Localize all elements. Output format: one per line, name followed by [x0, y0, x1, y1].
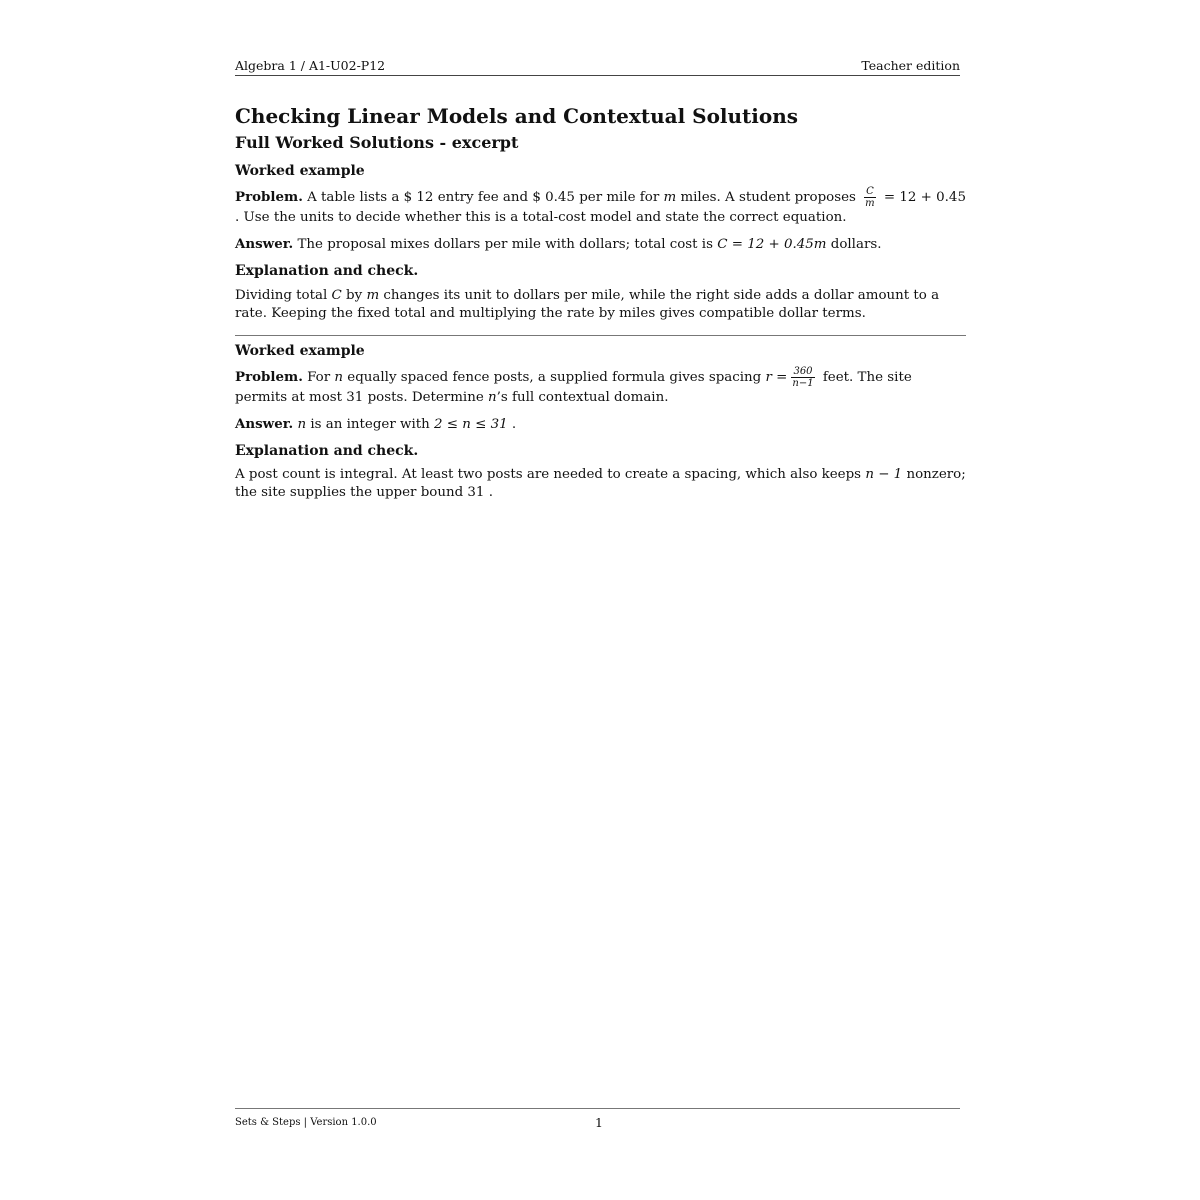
- problem-text: ’s full contextual domain.: [496, 389, 669, 405]
- fraction: [791, 366, 814, 389]
- problem-label: Problem.: [235, 189, 303, 206]
- fraction-denominator: m: [865, 198, 875, 210]
- fraction: [864, 186, 875, 209]
- problem-text: feet. The site permits at most 31 posts. Determine: [235, 369, 912, 405]
- math-variable: n: [334, 369, 344, 385]
- math-variable: n: [488, 389, 497, 405]
- explanation-text: nonzero; the site supplies the upper bound 31 .: [235, 466, 966, 500]
- math-variable: m: [366, 287, 380, 303]
- explanation-paragraph: [235, 466, 966, 502]
- explanation-heading: Explanation and check.: [235, 442, 419, 459]
- fraction-numerator: 360: [791, 366, 814, 378]
- answer-paragraph: [235, 235, 966, 254]
- explanation-text: changes its unit to dollars per mile, while the right side adds a dollar amount to a rate. Keeping the fixed total and multiplying the rate by miles gives compatible dollar terms.: [235, 287, 940, 321]
- answer-text: dollars.: [826, 237, 882, 253]
- answer-text: is an integer with: [306, 416, 434, 432]
- answer-text: The proposal mixes dollars per mile with dollars; total cost is: [297, 237, 718, 253]
- math-variable: C: [331, 287, 342, 303]
- footer-version: Sets & Steps | Version 1.0.0: [235, 1117, 377, 1128]
- problem-text: A table lists a $ 12 entry fee and $ 0.45 per mile for: [307, 190, 664, 206]
- document-subtitle: Full Worked Solutions - excerpt: [235, 133, 519, 152]
- answer-label: Answer.: [235, 415, 294, 432]
- explanation-text: Dividing total: [235, 287, 332, 303]
- problem-text: = 12 + 0.45 . Use the units to decide whether this is a total-cost model and state the correct equation.: [235, 190, 966, 226]
- problem-label: Problem.: [235, 368, 303, 385]
- section-divider: [235, 335, 966, 336]
- math-variable: r =: [765, 369, 788, 385]
- explanation-text: by: [341, 287, 367, 303]
- math-equation: C = 12 + 0.45m: [717, 237, 827, 253]
- fraction-numerator: C: [866, 186, 874, 198]
- problem-paragraph: [235, 366, 966, 407]
- problem-paragraph: [235, 186, 966, 227]
- worked-example-1: [235, 162, 966, 322]
- page-number: 1: [595, 1115, 603, 1130]
- explanation-heading: Explanation and check.: [235, 263, 419, 280]
- problem-text: equally spaced fence posts, a supplied formula gives spacing: [343, 369, 766, 385]
- page-footer: [235, 1108, 960, 1130]
- header-edition: Teacher edition: [861, 58, 960, 73]
- explanation-text: A post count is integral. At least two posts are needed to create a spacing, which also keeps: [235, 466, 866, 482]
- document-title: Checking Linear Models and Contextual Solutions: [235, 104, 799, 128]
- math-inequality: 2 ≤ n ≤ 31: [434, 416, 508, 432]
- example-heading: Worked example: [235, 342, 365, 359]
- header-course-code: Algebra 1 / A1-U02-P12: [235, 58, 386, 73]
- fraction-denominator: n−1: [792, 377, 814, 389]
- example-heading: Worked example: [235, 163, 365, 180]
- worked-example-2: [235, 342, 966, 502]
- answer-paragraph: [235, 415, 966, 434]
- document-body: [235, 104, 966, 510]
- page-header: [235, 58, 960, 76]
- math-variable: n: [297, 416, 307, 432]
- math-variable: m: [663, 190, 677, 206]
- math-expression: n − 1: [865, 466, 903, 482]
- explanation-paragraph: [235, 287, 966, 323]
- answer-label: Answer.: [235, 236, 294, 253]
- answer-text: .: [507, 416, 517, 432]
- problem-text: miles. A student proposes: [676, 190, 861, 206]
- problem-text: For: [307, 369, 335, 385]
